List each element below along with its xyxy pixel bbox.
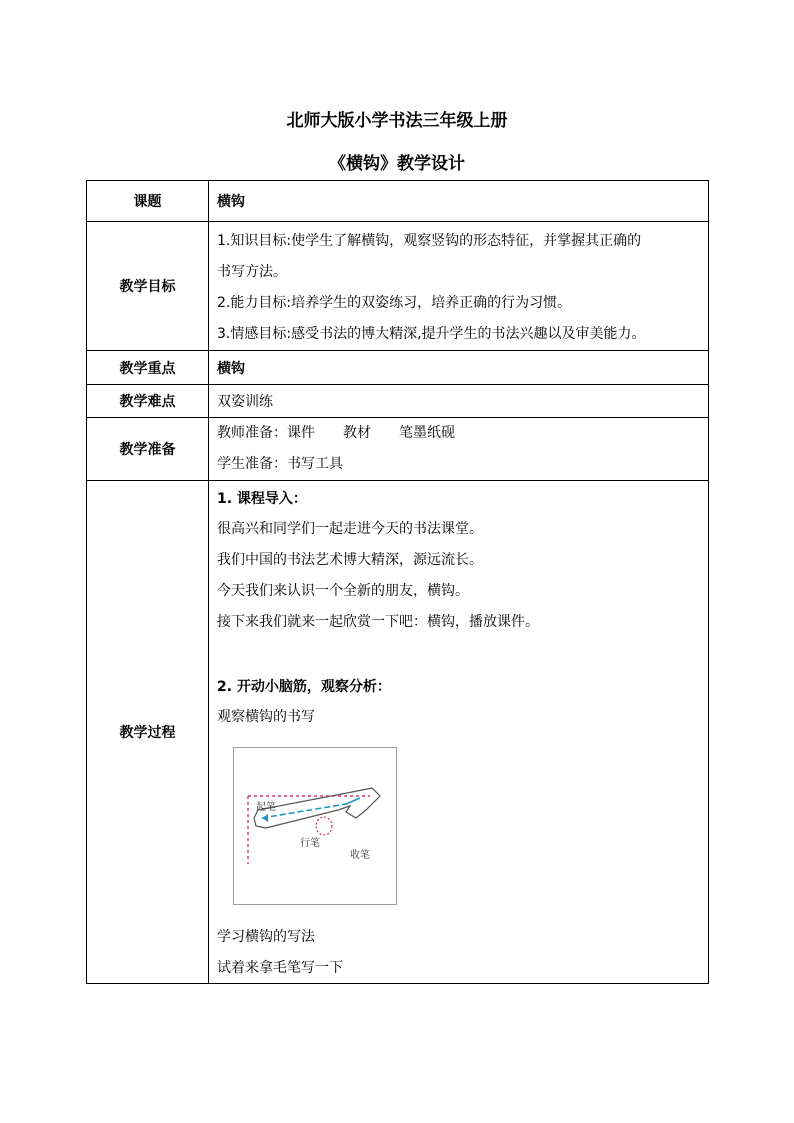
topic-label: 课题: [87, 181, 209, 222]
section1-title: 1. 课程导入：: [217, 491, 307, 507]
try-text: 试着来拿毛笔写一下: [217, 960, 343, 976]
goal-line: 2.能力目标:培养学生的双姿练习，培养正确的行为习惯。: [217, 295, 572, 311]
key-point-value: 横钩: [209, 351, 709, 385]
row-preparation: [87, 418, 709, 481]
document-title: 北师大版小学书法三年级上册: [286, 111, 508, 131]
topic-value: 横钩: [209, 181, 709, 222]
goal-line: 书写方法。: [217, 264, 287, 280]
section2-title: 2. 开动小脑筋，观察分析：: [217, 679, 391, 695]
intro-line: 我们中国的书法艺术博大精深，源远流长。: [217, 552, 483, 568]
student-preparation: 学生准备：书写工具: [217, 456, 343, 472]
goal-line: 3.情感目标:感受书法的博大精深,提升学生的书法兴趣以及审美能力。: [217, 326, 646, 342]
document-subtitle: 《横钩》教学设计: [329, 154, 465, 174]
observe-text: 观察横钩的书写: [217, 709, 315, 725]
key-point-label: 教学重点: [87, 351, 209, 385]
intro-line: 很高兴和同学们一起走进今天的书法课堂。: [217, 521, 483, 537]
intro-line: 今天我们来认识一个全新的朋友，横钩。: [217, 583, 469, 599]
process-label: 教学过程: [87, 481, 209, 984]
lesson-plan-table: [86, 180, 709, 984]
intro-line: 接下来我们就来一起欣赏一下吧：横钩，播放课件。: [217, 614, 539, 630]
row-topic: [87, 181, 709, 222]
difficulty-label: 教学难点: [87, 385, 209, 418]
preparation-label: 教学准备: [87, 418, 209, 481]
goal-line: 1.知识目标:使学生了解横钩，观察竖钩的形态特征，并掌握其正确的: [217, 233, 642, 249]
label-move: 行笔: [300, 838, 320, 849]
learn-text: 学习横钩的写法: [217, 929, 315, 945]
hook-stroke-illustration: [234, 748, 396, 904]
difficulty-value: 双姿训练: [209, 385, 709, 418]
goals-content: [209, 222, 709, 351]
row-difficulty: [87, 385, 709, 418]
teacher-preparation: 教师准备：课件 教材 笔墨纸砚: [217, 425, 455, 441]
row-goals: [87, 222, 709, 351]
process-content: [209, 481, 709, 984]
label-end: 收笔: [350, 850, 370, 861]
stroke-diagram: [233, 747, 397, 905]
row-key-point: [87, 351, 709, 385]
preparation-content: [209, 418, 709, 481]
row-process: [87, 481, 709, 984]
label-start: 起笔: [256, 802, 276, 813]
goals-label: 教学目标: [87, 222, 209, 351]
